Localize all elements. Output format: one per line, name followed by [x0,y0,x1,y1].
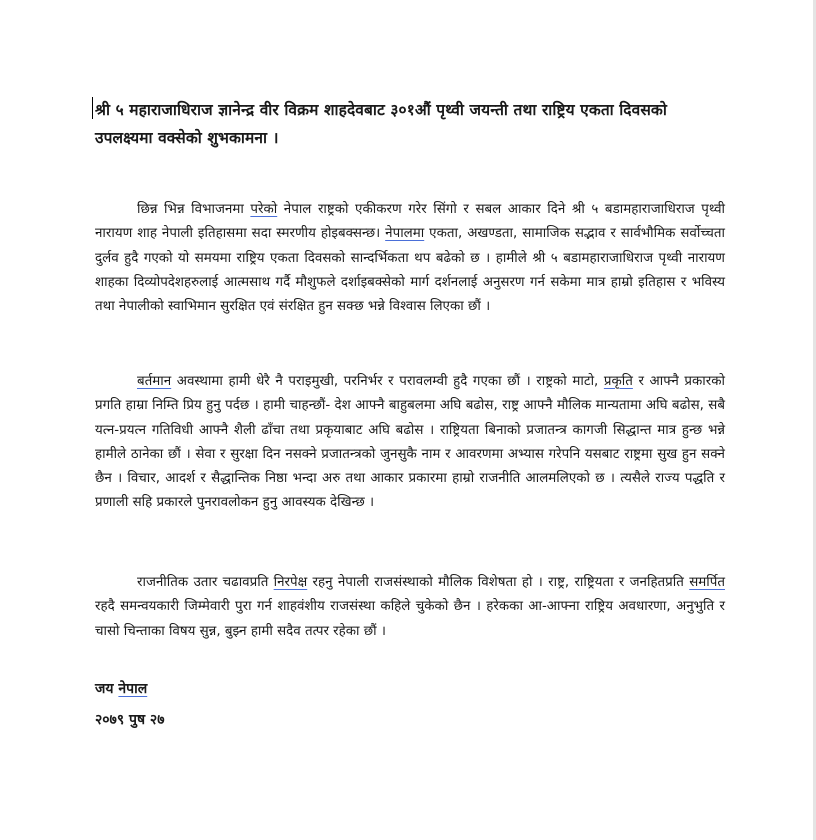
paragraph-1-middle: नेपाल राष्ट्रको एकीकरण गरेर सिंगो र सबल आकार दिने श्री ५ बडामहाराजाधिराज पृथ्वी नारायण शाह नेपाली इतिहासमा सदा स्मरणीय होइबक्सन्छ। [95,202,725,242]
paragraph-1 [95,198,725,319]
paragraph-2 [95,370,725,516]
text-cursor [92,97,93,119]
paragraph-1-marked-word-2: नेपालमा [385,226,425,242]
paragraph-3-start: राजनीतिक उतार चढावप्रति [137,575,274,590]
paragraph-2-middle: अवस्थामा हामी धेरै नै पराइमुखी, परनिर्भर र परावलम्वी हुदै गएका छौं । राष्ट्रको माटो, [171,374,604,389]
paragraph-3-end: रहदै समन्वयकारी जिम्मेवारी पुरा गर्न शाहवंशीय राजसंस्था कहिले चुकेको छैन । हरेकका आ-आफ्ना राष्ट्रिय अवधारणा, अनुभुति र चासो चिन्ताका विषय सुन्न, बुझ्न हामी सदैव तत्पर रहेका छौं । [95,599,725,639]
paragraph-1-start: छिन्न भिन्न विभाजनमा [137,202,251,217]
closing-salutation [95,678,147,700]
paragraph-1-marked-word-1: परेको [250,202,278,217]
paragraph-1-end: एकता, अखण्डता, सामाजिक सद्भाव र सार्वभौमिक सर्वोच्चता दुर्लव हुदै गएको यो समयमा राष्ट्रिय एकता दिवसको सान्दर्भिकता थप बढेको छ । हामीले श्री ५ बडामहाराजाधिराज पृथ्वी नारायण शाहका दिव्योपदेशहरुलाई आत्मसाथ गर्दै मौशुफले दर्शाइबक्सेको मार्ग दर्शनलाई अनुसरण गर्न सकेमा मात्र हाम्रो इतिहास र भविस्य तथा नेपालीको स्वाभिमान सुरक्षित एवं संरक्षित हुन सक्छ भन्ने विश्वास लिएका छौं । [95,226,725,315]
message-title: श्री ५ महाराजाधिराज ज्ञानेन्द्र वीर विक्रम शाहदेवबाट ३०१औं पृथ्वी जयन्ती तथा राष्ट्रिय एकता दिवसको उपलक्ष्यमा वक्सेको शुभकामना । [95,101,667,147]
paragraph-2-marked-word-1: बर्तमान [137,374,172,389]
closing-word: नेपाल [118,681,148,697]
closing-prefix: जय [95,681,119,697]
paragraph-3-marked-word-1: निरपेक्ष [273,575,308,590]
paragraph-2-end: र आफ्नै प्रकारको प्रगति हाम्रा निम्ति प्रिय हुनु पर्दछ । हामी चाहन्छौं- देश आफ्नै बाहुबलमा अघि बढोस, राष्ट्र आफ्नै मौलिक मान्यतामा अघि बढोस, सबै यत्न-प्रयत्न गतिविधी आफ्नै शैली ढाँचा तथा प्रकृयाबाट अघि बढोस । राष्ट्रियता बिनाको प्रजातन्त्र कागजी सिद्धान्त मात्र हुन्छ भन्ने हामीले ठानेका छौं । सेवा र सुरक्षा दिन नसक्ने प्रजातन्त्रको जुनसुकै नाम र आवरणमा अभ्यास गरेपनि यसबाट राष्ट्रमा सुख हुन सक्ने छैन । विचार, आदर्श र सैद्धान्तिक निष्ठा भन्दा अरु तथा आकार प्रकारमा हाम्रो राजनीति आलमलिएको छ । त्यसैले राज्य पद्धति र प्रणाली सहि प्रकारले पुनरावलोकन हुनु आवस्यक देखिन्छ । [95,374,725,511]
paragraph-3 [95,571,725,644]
paragraph-3-middle: रहनु नेपाली राजसंस्थाको मौलिक विशेषता हो । राष्ट्र, राष्ट्रियता र जनहितप्रति [307,575,690,590]
paragraph-3-marked-word-2: समर्पित [689,575,725,590]
message-date: २०७९ पुष २७ [95,712,165,728]
paragraph-2-marked-word-2: प्रकृति [603,374,633,389]
